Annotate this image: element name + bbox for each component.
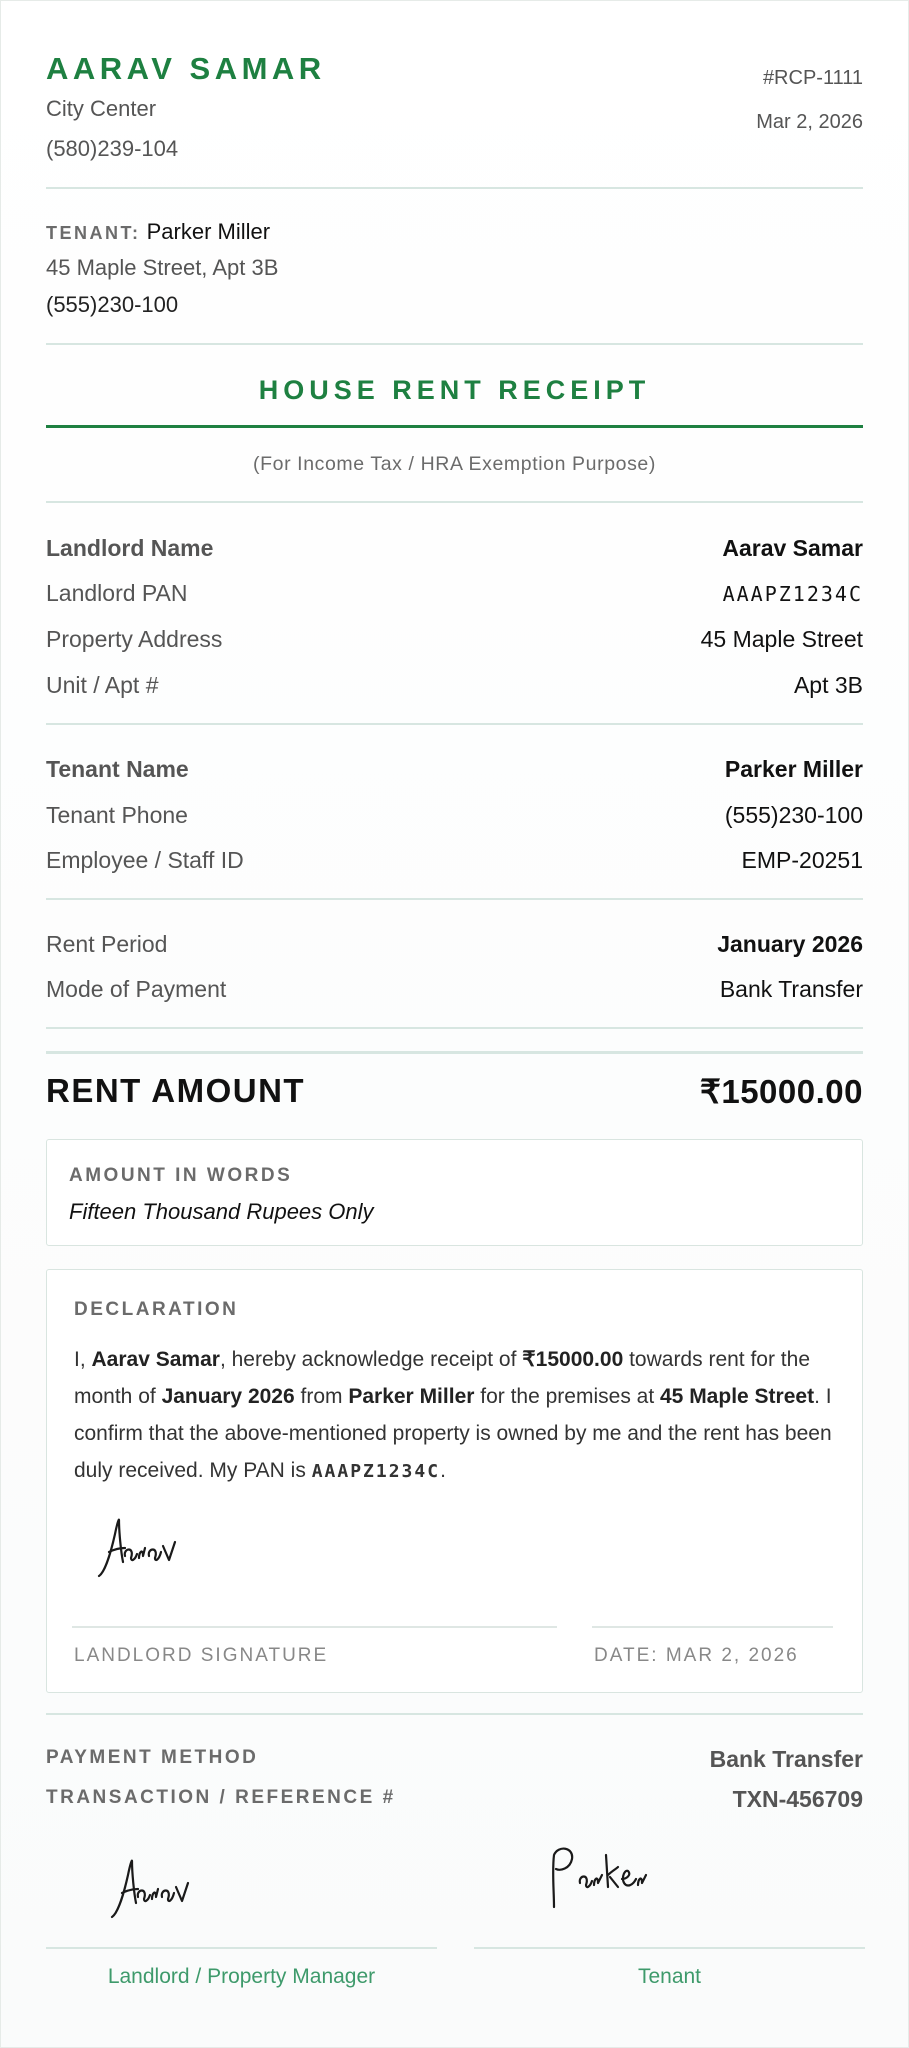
amount-words-text: Fifteen Thousand Rupees Only	[69, 1199, 374, 1224]
transaction-ref-value: TXN-456709	[732, 1786, 863, 1812]
landlord-footer-caption: Landlord / Property Manager	[107, 1965, 376, 1988]
decl-part: towards rent for the month of	[74, 1348, 811, 1408]
divider	[46, 187, 863, 189]
amount-words-label: AMOUNT IN WORDS	[69, 1165, 293, 1186]
landlord-footer-signature	[108, 1853, 198, 1923]
tenant-heading	[46, 219, 270, 245]
tenant-footer-signature	[546, 1841, 656, 1911]
business-name: AARAV SAMAR	[46, 51, 326, 86]
decl-pan: AAAPZ1234C	[311, 1461, 441, 1482]
title-underline	[46, 425, 863, 428]
decl-landlord-name: Aarav Samar	[91, 1348, 220, 1371]
tenant-footer-caption: Tenant	[637, 1965, 702, 1988]
tenant-name-value: Parker Miller	[724, 756, 863, 782]
payment-method-label: PAYMENT METHOD	[46, 1747, 259, 1768]
landlord-name-label: Landlord Name	[46, 535, 214, 561]
landlord-footer-line	[46, 1947, 437, 1949]
payment-mode-label: Mode of Payment	[46, 976, 227, 1002]
divider	[46, 501, 863, 503]
business-phone: (580)239-104	[46, 136, 179, 161]
decl-premises: 45 Maple Street	[660, 1385, 815, 1408]
rent-amount-value: ₹15000.00	[699, 1073, 863, 1110]
staff-id-label: Employee / Staff ID	[46, 847, 244, 873]
tenant-heading-name: Parker Miller	[146, 219, 271, 244]
staff-id-value: EMP-20251	[741, 847, 863, 873]
divider	[46, 1713, 863, 1715]
decl-part: , hereby acknowledge receipt of	[219, 1348, 523, 1371]
tenant-phone-value: (555)230-100	[724, 802, 863, 828]
divider	[46, 723, 863, 725]
receipt-number: #RCP-1111	[762, 67, 863, 89]
landlord-signature-caption: LANDLORD SIGNATURE	[74, 1645, 329, 1666]
receipt-title: HOUSE RENT RECEIPT	[258, 375, 651, 405]
payment-mode-value: Bank Transfer	[719, 976, 863, 1002]
business-city: City Center	[46, 96, 157, 121]
decl-amount: ₹15000.00	[522, 1348, 624, 1371]
divider	[46, 1027, 863, 1029]
signature-line	[72, 1626, 557, 1628]
landlord-signature	[95, 1512, 185, 1582]
declaration-text	[74, 1341, 837, 1490]
tenant-phone-label: Tenant Phone	[46, 802, 188, 828]
signature-date-caption: DATE: MAR 2, 2026	[594, 1645, 799, 1666]
tenant-heading-phone: (555)230-100	[46, 292, 179, 317]
unit-value: Apt 3B	[793, 672, 863, 698]
decl-tenant: Parker Miller	[348, 1385, 475, 1408]
declaration-box	[46, 1269, 863, 1693]
date-line	[592, 1626, 833, 1628]
rent-amount-label: RENT AMOUNT	[46, 1072, 306, 1109]
payment-method-value: Bank Transfer	[709, 1746, 863, 1772]
tenant-label: TENANT:	[46, 223, 141, 243]
landlord-name-value: Aarav Samar	[722, 535, 863, 561]
decl-part: . I confirm that the above-mentioned property is owned by me and the rent has been duly received. My PAN is	[74, 1385, 832, 1482]
decl-part: I,	[74, 1348, 92, 1371]
transaction-ref-label: TRANSACTION / REFERENCE #	[46, 1787, 396, 1808]
receipt-subtitle: (For Income Tax / HRA Exemption Purpose)	[253, 453, 656, 475]
divider	[46, 898, 863, 900]
property-address-value: 45 Maple Street	[700, 626, 863, 652]
decl-part: for the premises at	[474, 1385, 660, 1408]
divider	[46, 343, 863, 345]
decl-period: January 2026	[161, 1385, 295, 1408]
receipt-date: Mar 2, 2026	[756, 111, 863, 133]
landlord-pan-label: Landlord PAN	[46, 580, 188, 606]
rent-period-value: January 2026	[717, 931, 863, 957]
decl-part: from	[294, 1385, 349, 1408]
tenant-footer-line	[474, 1947, 865, 1949]
unit-label: Unit / Apt #	[46, 672, 159, 698]
landlord-pan-value: AAAPZ1234C	[722, 582, 863, 606]
amount-in-words-box	[46, 1139, 863, 1246]
decl-part: .	[440, 1459, 446, 1482]
rent-period-label: Rent Period	[46, 931, 168, 957]
declaration-label: DECLARATION	[74, 1299, 239, 1320]
divider-thick	[46, 1051, 863, 1054]
tenant-address: 45 Maple Street, Apt 3B	[46, 255, 279, 280]
property-address-label: Property Address	[46, 626, 223, 652]
tenant-name-label: Tenant Name	[46, 756, 189, 782]
